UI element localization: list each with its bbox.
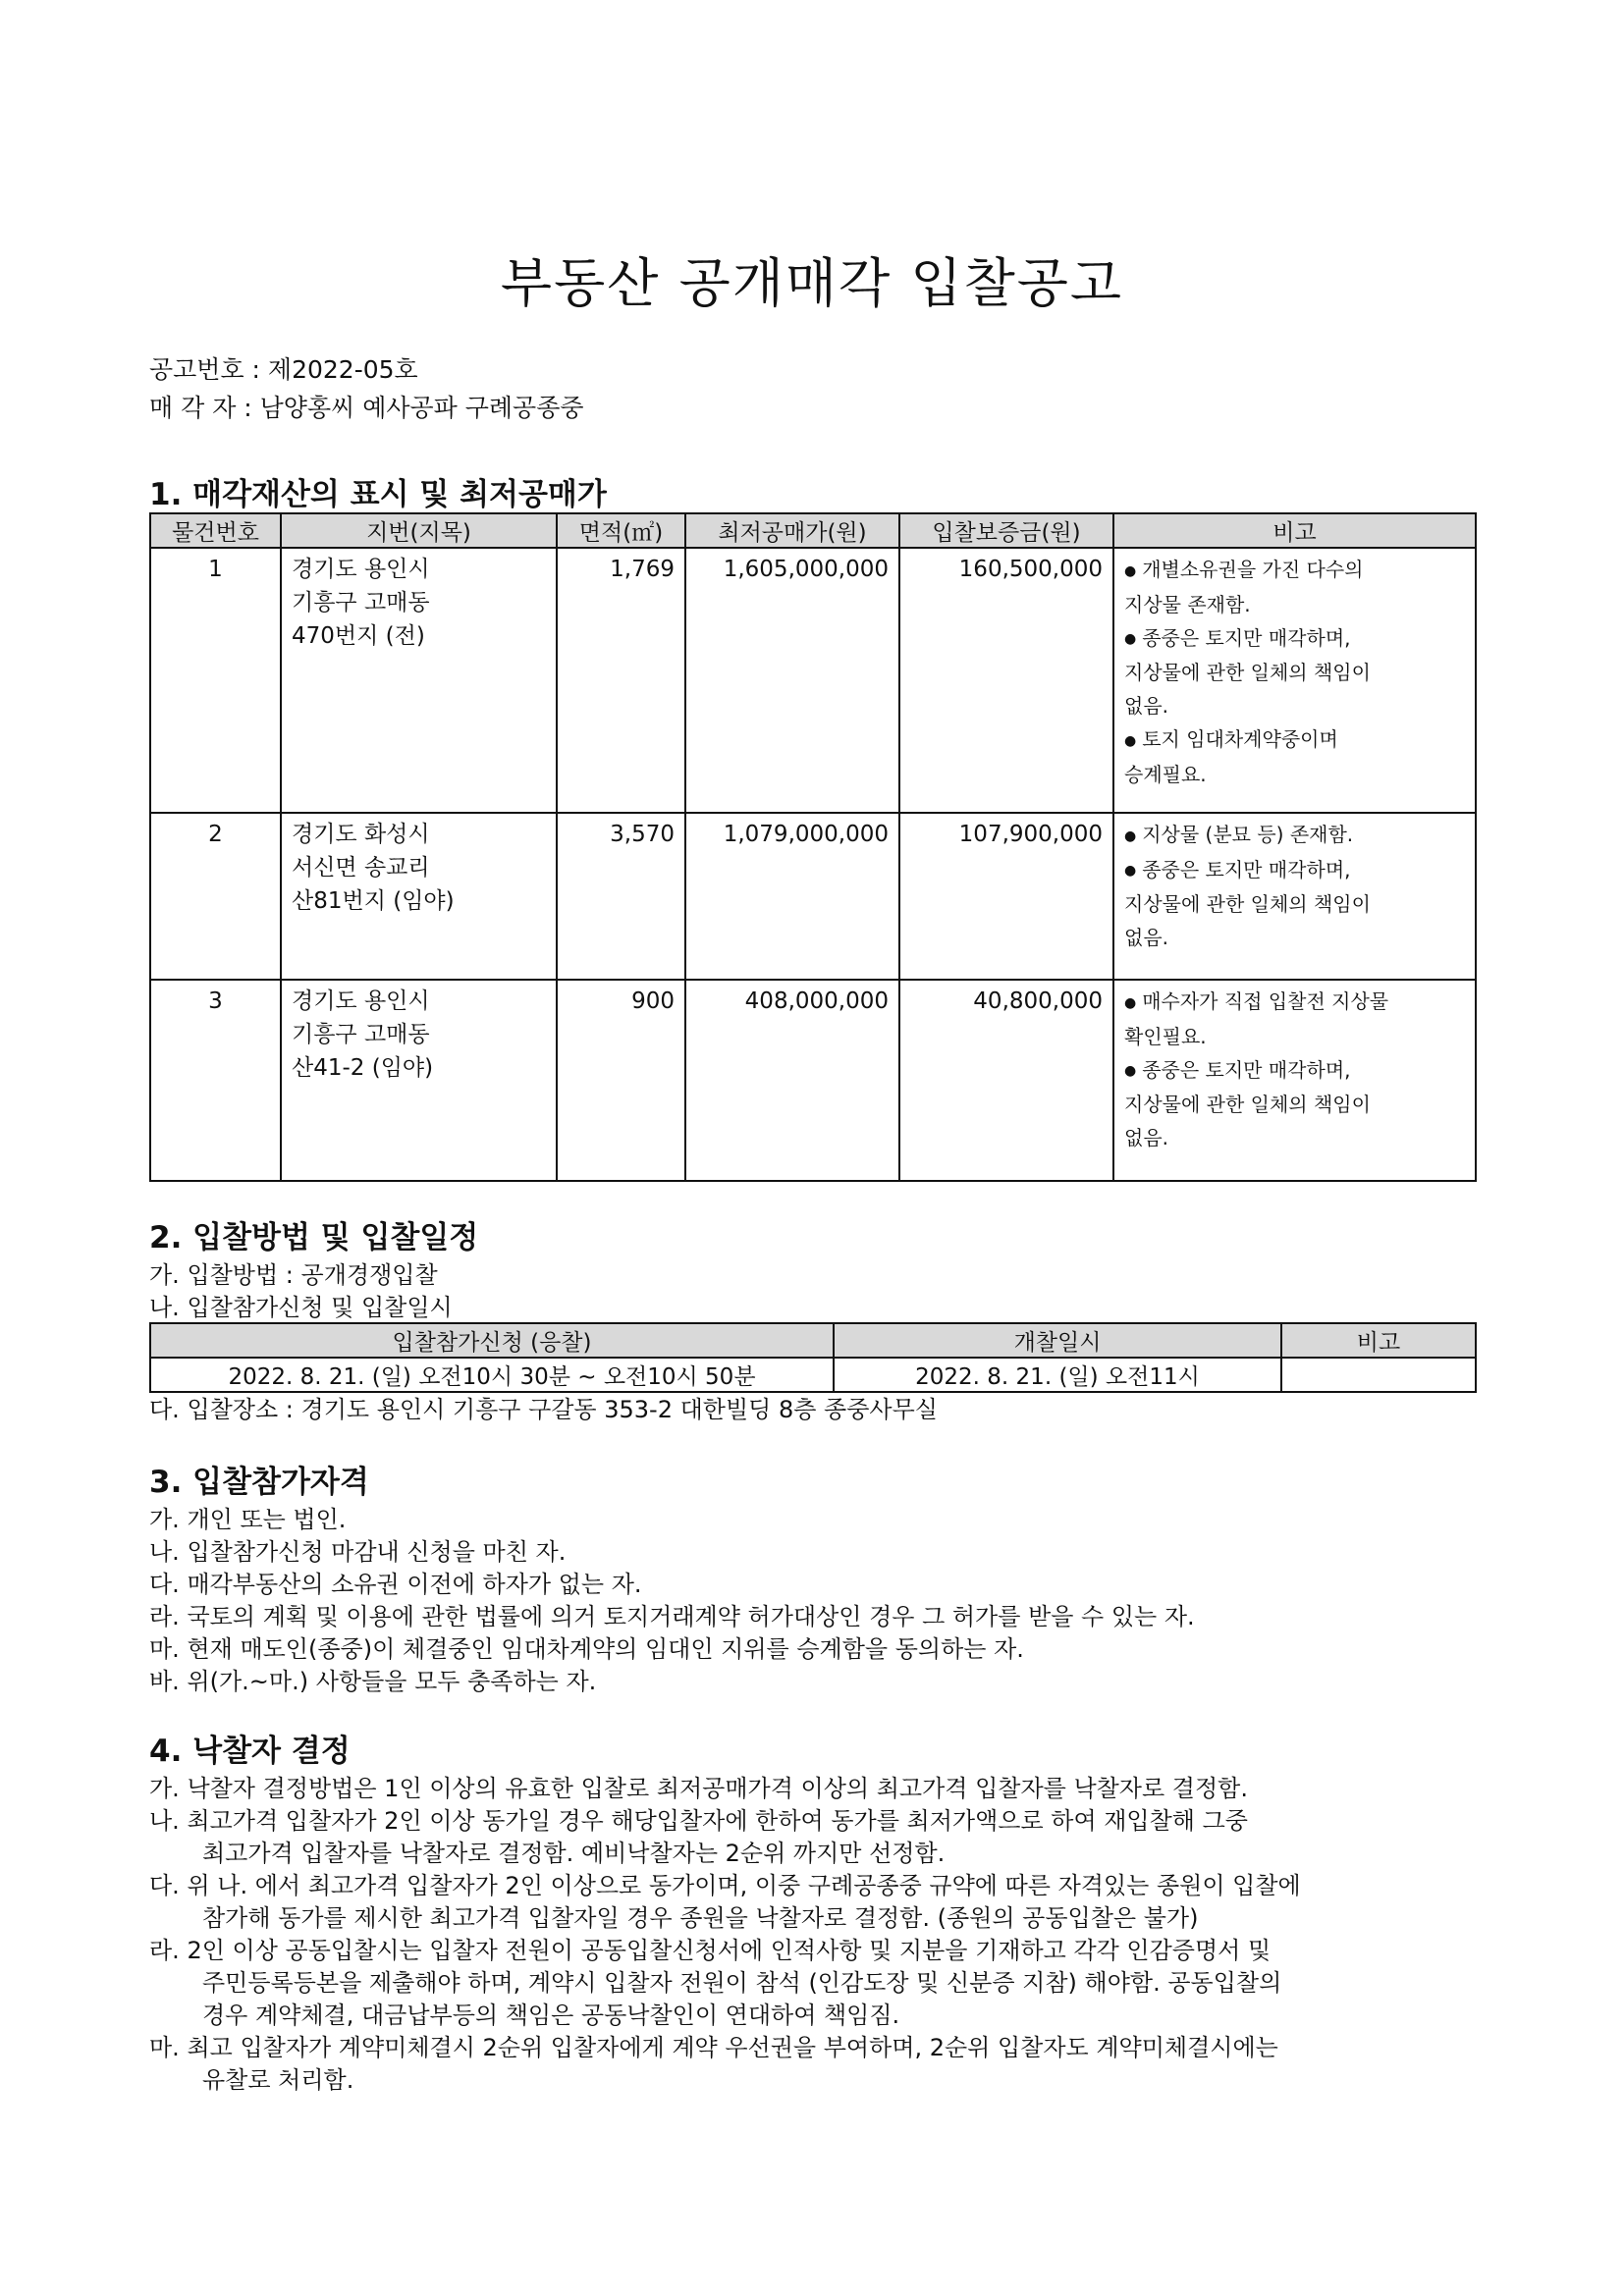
bullet-icon: ●: [1124, 863, 1137, 879]
remark-line: 지상물에 관한 일체의 책임이: [1124, 661, 1371, 684]
cell-min-price: 408,000,000: [685, 980, 899, 1181]
list-item: 나. 입찰참가신청 마감내 신청을 마친 자.: [149, 1538, 567, 1566]
header-remarks: 비고: [1113, 513, 1476, 548]
remark-line: 지상물 (분묘 등) 존재함.: [1142, 823, 1354, 846]
cell-application-time: 2022. 8. 21. (일) 오전10시 30분 ~ 오전10시 50분: [150, 1358, 834, 1392]
remark-item: [1124, 853, 1465, 888]
remark-item: [1124, 818, 1465, 853]
remarks-list: [1124, 553, 1465, 791]
remark-line: 승계필요.: [1124, 762, 1207, 786]
cell-lot: [281, 813, 557, 980]
bid-place: 다. 입찰장소 : 경기도 용인시 기흥구 구갈동 353-2 대한빌딩 8층 종중사무실: [149, 1396, 938, 1423]
cell-remarks: [1281, 1358, 1476, 1392]
remark-line: 지상물 존재함.: [1124, 592, 1251, 616]
list-item: 나. 최고가격 입찰자가 2인 이상 동가일 경우 해당입찰자에 한하여 동가를 최저가액으로 하여 재입찰해 그중: [149, 1807, 1248, 1835]
list-item: 바. 위(가.~마.) 사항들을 모두 충족하는 자.: [149, 1668, 597, 1695]
section-2-heading: 2. 입찰방법 및 입찰일정: [149, 1220, 479, 1255]
section-1-heading: 1. 매각재산의 표시 및 최저공매가: [149, 477, 607, 512]
lot-line: 470번지 (전): [292, 623, 425, 649]
cell-min-price: 1,079,000,000: [685, 813, 899, 980]
schedule-table: [149, 1322, 1477, 1393]
list-item: 다. 위 나. 에서 최고가격 입찰자가 2인 이상으로 동가이며, 이중 구례공종중 규약에 따른 자격있는 종원이 입찰에: [149, 1872, 1301, 1899]
list-item: 가. 낙찰자 결정방법은 1인 이상의 유효한 입찰로 최저공매가격 이상의 최고가격 입찰자를 낙찰자로 결정함.: [149, 1775, 1248, 1802]
cell-area: 900: [557, 980, 685, 1181]
bullet-icon: ●: [1124, 994, 1137, 1011]
remark-line: 없음.: [1124, 1126, 1168, 1149]
bullet-icon: ●: [1124, 562, 1137, 579]
list-item: 마. 현재 매도인(종중)이 체결중인 임대차계약의 임대인 지위를 승계함을 동의하는 자.: [149, 1635, 1024, 1663]
bullet-icon: ●: [1124, 828, 1137, 844]
remark-item: [1124, 1053, 1465, 1089]
remark-item: [1124, 985, 1465, 1020]
cell-deposit: 160,500,000: [899, 548, 1113, 813]
lot-line: 산41-2 (임야): [292, 1055, 434, 1081]
remark-item: [1124, 553, 1465, 588]
list-item-continued: 최고가격 입찰자를 낙찰자로 결정함. 예비낙찰자는 2순위 까지만 선정함.: [202, 1840, 946, 1867]
property-table-header: [150, 513, 1476, 548]
cell-item-no: 1: [150, 548, 281, 813]
remark-item: [1124, 722, 1465, 758]
remark-line: 종중은 토지만 매각하며,: [1142, 857, 1351, 881]
cell-item-no: 2: [150, 813, 281, 980]
section-3-heading: 3. 입찰참가자격: [149, 1465, 369, 1500]
bullet-icon: ●: [1124, 732, 1137, 749]
lot-line: 경기도 화성시: [292, 822, 430, 847]
list-item: 라. 국토의 계획 및 이용에 관한 법률에 의거 토지거래계약 허가대상인 경우 그 허가를 받을 수 있는 자.: [149, 1603, 1195, 1630]
table-row: [150, 548, 1476, 813]
cell-deposit: 40,800,000: [899, 980, 1113, 1181]
table-row: [150, 1358, 1476, 1392]
remarks-list: [1124, 818, 1465, 954]
bullet-icon: ●: [1124, 631, 1137, 647]
cell-lot: [281, 548, 557, 813]
remark-line: 확인필요.: [1124, 1024, 1207, 1048]
header-remarks: 비고: [1281, 1323, 1476, 1358]
header-lot: 지번(지목): [281, 513, 557, 548]
cell-area: 1,769: [557, 548, 685, 813]
cell-lot: [281, 980, 557, 1181]
remark-line: 토지 임대차계약중이며: [1142, 727, 1338, 751]
list-item-continued: 주민등록등본을 제출해야 하며, 계약시 입찰자 전원이 참석 (인감도장 및 신분증 지참) 해야함. 공동입찰의: [202, 1969, 1282, 1997]
remark-line: 개별소유권을 가진 다수의: [1142, 558, 1364, 581]
lot-line: 경기도 용인시: [292, 557, 430, 582]
table-row: [150, 980, 1476, 1181]
remark-line: 없음.: [1124, 694, 1168, 718]
section-4-heading: 4. 낙찰자 결정: [149, 1734, 351, 1769]
schedule-label: 나. 입찰참가신청 및 입찰일시: [149, 1294, 453, 1321]
cell-opening-time: 2022. 8. 21. (일) 오전11시: [834, 1358, 1281, 1392]
cell-remarks: [1113, 813, 1476, 980]
list-item-continued: 경우 계약체결, 대금납부등의 책임은 공동낙찰인이 연대하여 책임짐.: [202, 2002, 900, 2029]
header-application: 입찰참가신청 (응찰): [150, 1323, 834, 1358]
remark-line: 없음.: [1124, 926, 1168, 949]
cell-deposit: 107,900,000: [899, 813, 1113, 980]
property-table: [149, 512, 1477, 1182]
page-title: 부동산 공개매각 입찰공고: [500, 252, 1124, 314]
list-item-continued: 유찰로 처리함.: [202, 2066, 354, 2094]
lot-line: 경기도 용인시: [292, 988, 430, 1014]
bid-method: 가. 입찰방법 : 공개경쟁입찰: [149, 1261, 438, 1289]
remark-line: 지상물에 관한 일체의 책임이: [1124, 892, 1371, 916]
remark-line: 매수자가 직접 입찰전 지상물: [1142, 989, 1389, 1013]
remarks-list: [1124, 985, 1465, 1154]
remark-line: 지상물에 관한 일체의 책임이: [1124, 1093, 1371, 1116]
lot-line: 서신면 송교리: [292, 855, 430, 881]
bullet-icon: ●: [1124, 1063, 1137, 1079]
cell-remarks: [1113, 980, 1476, 1181]
cell-area: 3,570: [557, 813, 685, 980]
list-item: 다. 매각부동산의 소유권 이전에 하자가 없는 자.: [149, 1571, 642, 1598]
list-item: 라. 2인 이상 공동입찰시는 입찰자 전원이 공동입찰신청서에 인적사항 및 지분을 기재하고 각각 인감증명서 및: [149, 1937, 1272, 1964]
remark-line: 종중은 토지만 매각하며,: [1142, 1057, 1351, 1082]
seller: 매 각 자 : 남양홍씨 예사공파 구례공종중: [149, 394, 584, 422]
cell-item-no: 3: [150, 980, 281, 1181]
notice-number: 공고번호 : 제2022-05호: [149, 355, 418, 384]
lot-line: 기흥구 고매동: [292, 590, 430, 615]
header-area: 면적(㎡): [557, 513, 685, 548]
cell-remarks: [1113, 548, 1476, 813]
remark-line: 종중은 토지만 매각하며,: [1142, 625, 1351, 650]
lot-line: 산81번지 (임야): [292, 888, 455, 914]
header-min-price: 최저공매가(원): [685, 513, 899, 548]
header-deposit: 입찰보증금(원): [899, 513, 1113, 548]
header-opening: 개찰일시: [834, 1323, 1281, 1358]
list-item-continued: 참가해 동가를 제시한 최고가격 입찰자일 경우 종원을 낙찰자로 결정함. (종원의 공동입찰은 불가): [202, 1904, 1199, 1932]
list-item: 마. 최고 입찰자가 계약미체결시 2순위 입찰자에게 계약 우선권을 부여하며, 2순위 입찰자도 계약미체결시에는: [149, 2034, 1278, 2061]
list-item: 가. 개인 또는 법인.: [149, 1506, 347, 1533]
table-row: [150, 813, 1476, 980]
schedule-table-header: [150, 1323, 1476, 1358]
header-item-no: 물건번호: [150, 513, 281, 548]
remark-item: [1124, 621, 1465, 657]
cell-min-price: 1,605,000,000: [685, 548, 899, 813]
lot-line: 기흥구 고매동: [292, 1022, 430, 1047]
